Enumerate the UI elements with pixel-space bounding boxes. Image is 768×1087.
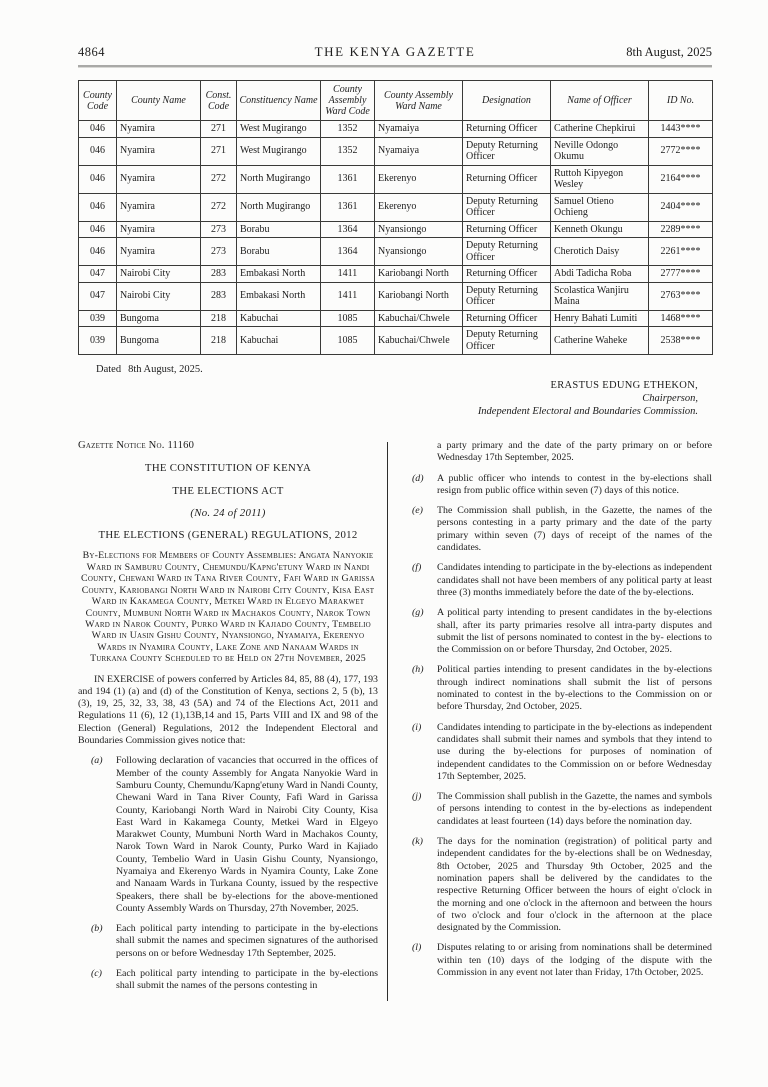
signature-block (78, 379, 712, 418)
item-label: (k) (412, 836, 423, 848)
table-cell: Deputy Returning Officer (463, 137, 551, 165)
table-row (79, 193, 713, 221)
notice-item (78, 968, 378, 993)
item-label: (g) (412, 607, 424, 619)
notice-continuation-paragraph: a party primary and the date of the party primary on or before Wednesday 17th September, 2025. (437, 440, 712, 464)
column-header: Name of Officer (551, 81, 649, 121)
table-cell: West Mugirango (237, 137, 321, 165)
notice-left-column (78, 440, 378, 1001)
table-cell: 046 (79, 221, 117, 238)
table-cell: Samuel Otieno Ochieng (551, 193, 649, 221)
table-row (79, 310, 713, 327)
column-header: County Name (117, 81, 201, 121)
table-cell: Nairobi City (117, 266, 201, 283)
table-row (79, 221, 713, 238)
table-cell: 2164**** (649, 165, 713, 193)
table-cell: Kariobangi North (375, 266, 463, 283)
table-cell: Borabu (237, 221, 321, 238)
table-cell: Kabuchai (237, 310, 321, 327)
notice-heading-regulations: THE ELECTIONS (GENERAL) REGULATIONS, 2012 (98, 529, 358, 542)
table-cell: 046 (79, 121, 117, 138)
notice-items-left (78, 755, 378, 992)
masthead-title: THE KENYA GAZETTE (314, 44, 476, 59)
item-label: (l) (412, 942, 422, 954)
item-text: Candidates intending to participate in the by-elections as independent candidates shall not have been members of any political party at least three (3) months immediately before the date of the by-elections. (437, 562, 712, 598)
table-cell: 273 (201, 238, 237, 266)
table-cell: Nyamaiya (375, 137, 463, 165)
table-cell: Nairobi City (117, 282, 201, 310)
notice-item (399, 791, 712, 828)
notice-headings (78, 462, 378, 541)
table-cell: 046 (79, 193, 117, 221)
table-cell: 1352 (321, 121, 375, 138)
table-cell: Deputy Returning Officer (463, 282, 551, 310)
notice-heading-constitution: THE CONSTITUTION OF KENYA (144, 462, 312, 475)
notice-item (399, 505, 712, 554)
column-header: County Assembly Ward Code (321, 81, 375, 121)
column-header: ID No. (649, 81, 713, 121)
notice-items-right (399, 473, 712, 980)
table-cell: 2763**** (649, 282, 713, 310)
item-label: (j) (412, 791, 422, 803)
notice-item (399, 473, 712, 498)
table-cell: Ruttoh Kipyegon Wesley (551, 165, 649, 193)
notice-subject: By-Elections for Members of County Assemblies: Angata Nanyokie Ward in Samburu County, Chemundu/Kapng'etuny Ward in Nandi County, Chewani Ward in Tana River County, Fafi Ward in Garissa County, Kariobangi North Ward in Nairobi City County, Kisa East Ward in Kakamega County, Metkei Ward in Elgeyo Marakwet County, Mumbuni North Ward in Machakos County, Narok Town Ward in Narok County, Purko Ward in Kajiado County, Tembelio Ward in Uasin Gishu County, Nyansiongo, Nyamaiya, Ekerenyo Wards in Nyamira County, Lake Zone and Nanaam Wards in Turkana County Scheduled to be Held on 27th November, 2025 (81, 550, 375, 665)
table-cell: Deputy Returning Officer (463, 238, 551, 266)
table-cell: 272 (201, 165, 237, 193)
table-cell: North Mugirango (237, 193, 321, 221)
item-label: (b) (91, 923, 103, 935)
table-cell: 1411 (321, 282, 375, 310)
table-cell: Scolastica Wanjiru Maina (551, 282, 649, 310)
table-cell: Kariobangi North (375, 282, 463, 310)
signatory-title: Chairperson, (642, 393, 698, 404)
column-header: County Assembly Ward Name (375, 81, 463, 121)
table-cell: Returning Officer (463, 121, 551, 138)
table-cell: Nyamira (117, 221, 201, 238)
table-cell: 047 (79, 282, 117, 310)
page-number: 4864 (78, 45, 105, 59)
notice-heading-elections-act: THE ELECTIONS ACT (172, 484, 284, 497)
table-cell: 218 (201, 327, 237, 355)
table-body (79, 121, 713, 355)
table-cell: Deputy Returning Officer (463, 327, 551, 355)
table-cell: 1443**** (649, 121, 713, 138)
notice-right-column (399, 440, 712, 1001)
item-label: (f) (412, 562, 422, 574)
notice-item (399, 664, 712, 713)
signatory-name: ERASTUS EDUNG ETHEKON, (550, 380, 698, 391)
table-cell: Kabuchai (237, 327, 321, 355)
column-header: Const. Code (201, 81, 237, 121)
table-row (79, 165, 713, 193)
gazette-notice (78, 440, 712, 1001)
table-cell: Embakasi North (237, 282, 321, 310)
item-text: A political party intending to present candidates in the by-elections shall, after its party primaries resolve all intra-party disputes and submit the list of persons nominated to contest in the by- elections to the Commission on or before Thursday, 2nd October, 2025. (437, 607, 712, 656)
dated-label: Dated (96, 364, 122, 375)
notice-intro-paragraph: IN EXERCISE of powers conferred by Articles 84, 85, 88 (4), 177, 193 and 194 (1) (a) and (d) of the Constitution of Kenya, sections 2, 5 (b), 13 (3), 19, 25, 32, 33, 38, 43 (5A) and 74 of the Elections Act, 2011 and Regulations 11 (6), 12 (1),13B,14 and 15, Parts VIII and IX and 98 of the Election (General) Regulations, 2012 the Independent Electoral and Boundaries Commission gives notice that: (78, 673, 378, 747)
item-text: Following declaration of vacancies that occurred in the offices of Member of the county Assembly for Angata Nanyokie Ward in Samburu County, Chemundu/Kapng'etuny Ward in Nandi County, Chewani Ward in Tana River County, Fafi Ward in Garissa County, Kariobangi North Ward in Nairobi City County, Kisa East Ward in Kakamega County, Metkei Ward in Elgeyo Marakwet County, Mumbuni North Ward in Machakos County, Narok Town Ward in Narok County, Purko Ward in Kajiado County, Tembelio Ward in Uasin Gishu County, Nyansiongo, Nyamaiya and Ekerenyo Wards in Nyamira County, Lake Zone and Nanaam Wards in Turkana County, issued by the respective Speakers, there shall be by-elections for the above-mentioned County Assembly Wards on Thursday, 27th November, 2025. (116, 755, 378, 914)
item-text: A public officer who intends to contest in the by-elections shall resign from public office within seven (7) days of this notice. (437, 472, 712, 496)
table-cell: 2261**** (649, 238, 713, 266)
signatory-organisation: Independent Electoral and Boundaries Commission. (477, 406, 698, 417)
table-row (79, 266, 713, 283)
table-cell: Nyansiongo (375, 238, 463, 266)
table-cell: 2538**** (649, 327, 713, 355)
table-cell: 1364 (321, 238, 375, 266)
column-header: Designation (463, 81, 551, 121)
table-cell: Kabuchai/Chwele (375, 310, 463, 327)
table-cell: 1361 (321, 165, 375, 193)
table-cell: 273 (201, 221, 237, 238)
table-cell: Returning Officer (463, 310, 551, 327)
column-divider (387, 442, 388, 1001)
item-text: Each political party intending to participate in the by-elections shall submit the names of the persons contesting in (116, 968, 378, 992)
table-cell: Returning Officer (463, 165, 551, 193)
notice-item (78, 755, 378, 915)
table-row (79, 137, 713, 165)
table-cell: Kabuchai/Chwele (375, 327, 463, 355)
item-label: (e) (412, 505, 423, 517)
item-text: The Commission shall publish in the Gazette, the names and symbols of persons intending to contest in the by-elections as independent candidates at least fourteen (14) days before the nomination day. (437, 791, 712, 827)
table-cell: 1468**** (649, 310, 713, 327)
table-cell: Nyamira (117, 238, 201, 266)
notice-item (78, 923, 378, 960)
table-row (79, 327, 713, 355)
notice-heading-act-number: (No. 24 of 2011) (190, 506, 266, 519)
notice-item (399, 942, 712, 979)
item-text: The days for the nomination (registration) of political party and independent candidates for the by-elections shall be on Wednesday, 8th October, 2025 and Thursday 9th October, 2025 and the nomination papers shall be delivered by the candidates to the respective Returning Officer between the hours of eight o'clock in the morning and one o'clock in the afternoon and between the hours of two o'clock and four o'clock in the afternoon at the place designated by the Commission. (437, 836, 712, 934)
table-cell: 1085 (321, 310, 375, 327)
table-cell: 272 (201, 193, 237, 221)
table-cell: 2777**** (649, 266, 713, 283)
table-cell: 283 (201, 266, 237, 283)
header-rule (78, 65, 712, 68)
item-text: Candidates intending to participate in the by-elections as independent candidates shall submit their names and symbols that they intend to use during the by-elections for purposes of nomination of independent candidates to the Commission on or before Wednesday 17th September, 2025. (437, 721, 712, 782)
table-cell: Henry Bahati Lumiti (551, 310, 649, 327)
table-cell: 218 (201, 310, 237, 327)
table-cell: 039 (79, 310, 117, 327)
table-cell: Catherine Chepkirui (551, 121, 649, 138)
dated-line (78, 364, 712, 375)
notice-item (399, 722, 712, 783)
table-cell: 046 (79, 137, 117, 165)
table-cell: 039 (79, 327, 117, 355)
item-text: The Commission shall publish, in the Gazette, the names of the persons contesting in a party primary and the date of the party primary within seven (7) days of receipt of the names of the candidates. (437, 505, 712, 554)
dated-date: 8th August, 2025. (128, 364, 203, 375)
table-cell: 1352 (321, 137, 375, 165)
table-row (79, 282, 713, 310)
table-cell: 046 (79, 165, 117, 193)
table-cell: 271 (201, 137, 237, 165)
table-cell: 271 (201, 121, 237, 138)
table-cell: Kenneth Okungu (551, 221, 649, 238)
table-cell: 047 (79, 266, 117, 283)
item-label: (c) (91, 968, 102, 980)
table-row (79, 121, 713, 138)
table-cell: 2772**** (649, 137, 713, 165)
table-cell: Ekerenyo (375, 165, 463, 193)
item-label: (a) (91, 755, 103, 767)
table-cell: Nyamira (117, 193, 201, 221)
table-cell: Returning Officer (463, 266, 551, 283)
table-cell: Nyamira (117, 165, 201, 193)
table-cell: 1411 (321, 266, 375, 283)
table-cell: Returning Officer (463, 221, 551, 238)
table-cell: Neville Odongo Okumu (551, 137, 649, 165)
table-cell: Embakasi North (237, 266, 321, 283)
table-cell: 283 (201, 282, 237, 310)
running-header (78, 44, 712, 60)
table-cell: West Mugirango (237, 121, 321, 138)
notice-item (399, 562, 712, 599)
item-text: Each political party intending to participate in the by-elections shall submit the names and specimen signatures of the authorised persons on or before Wednesday 17th September, 2025. (116, 923, 378, 959)
item-label: (h) (412, 664, 424, 676)
item-label: (i) (412, 721, 422, 733)
table-cell: 1364 (321, 221, 375, 238)
item-text: Political parties intending to present candidates in the by-elections through indirect nominations shall submit the list of persons nominated to contest in the by-elections to the Commission on or before Thursday, 2nd October, 2025. (437, 664, 712, 713)
table-cell: 2289**** (649, 221, 713, 238)
table-cell: North Mugirango (237, 165, 321, 193)
table-cell: 1085 (321, 327, 375, 355)
table-cell: 046 (79, 238, 117, 266)
table-cell: Nyamira (117, 121, 201, 138)
item-text: Disputes relating to or arising from nominations shall be determined within ten (10) days of the lodging of the dispute with the Commission in any event not later than Friday, 17th October, 2025. (437, 942, 712, 978)
table-cell: Ekerenyo (375, 193, 463, 221)
column-header: Constituency Name (237, 81, 321, 121)
table-cell: Nyamira (117, 137, 201, 165)
issue-date: 8th August, 2025 (626, 45, 712, 59)
table-cell: Deputy Returning Officer (463, 193, 551, 221)
table-cell: 2404**** (649, 193, 713, 221)
notice-item (399, 836, 712, 934)
notice-item (399, 607, 712, 656)
table-row (79, 238, 713, 266)
table-header-row (79, 81, 713, 121)
table-cell: Nyansiongo (375, 221, 463, 238)
item-label: (d) (412, 472, 424, 484)
table-cell: 1361 (321, 193, 375, 221)
table-cell: Borabu (237, 238, 321, 266)
table-cell: Bungoma (117, 327, 201, 355)
table-cell: Nyamaiya (375, 121, 463, 138)
returning-officers-table (78, 80, 713, 355)
table-cell: Cherotich Daisy (551, 238, 649, 266)
table-cell: Bungoma (117, 310, 201, 327)
table-cell: Catherine Waheke (551, 327, 649, 355)
table-cell: Abdi Tadicha Roba (551, 266, 649, 283)
column-header: County Code (79, 81, 117, 121)
notice-number: Gazette Notice No. 11160 (78, 440, 195, 451)
